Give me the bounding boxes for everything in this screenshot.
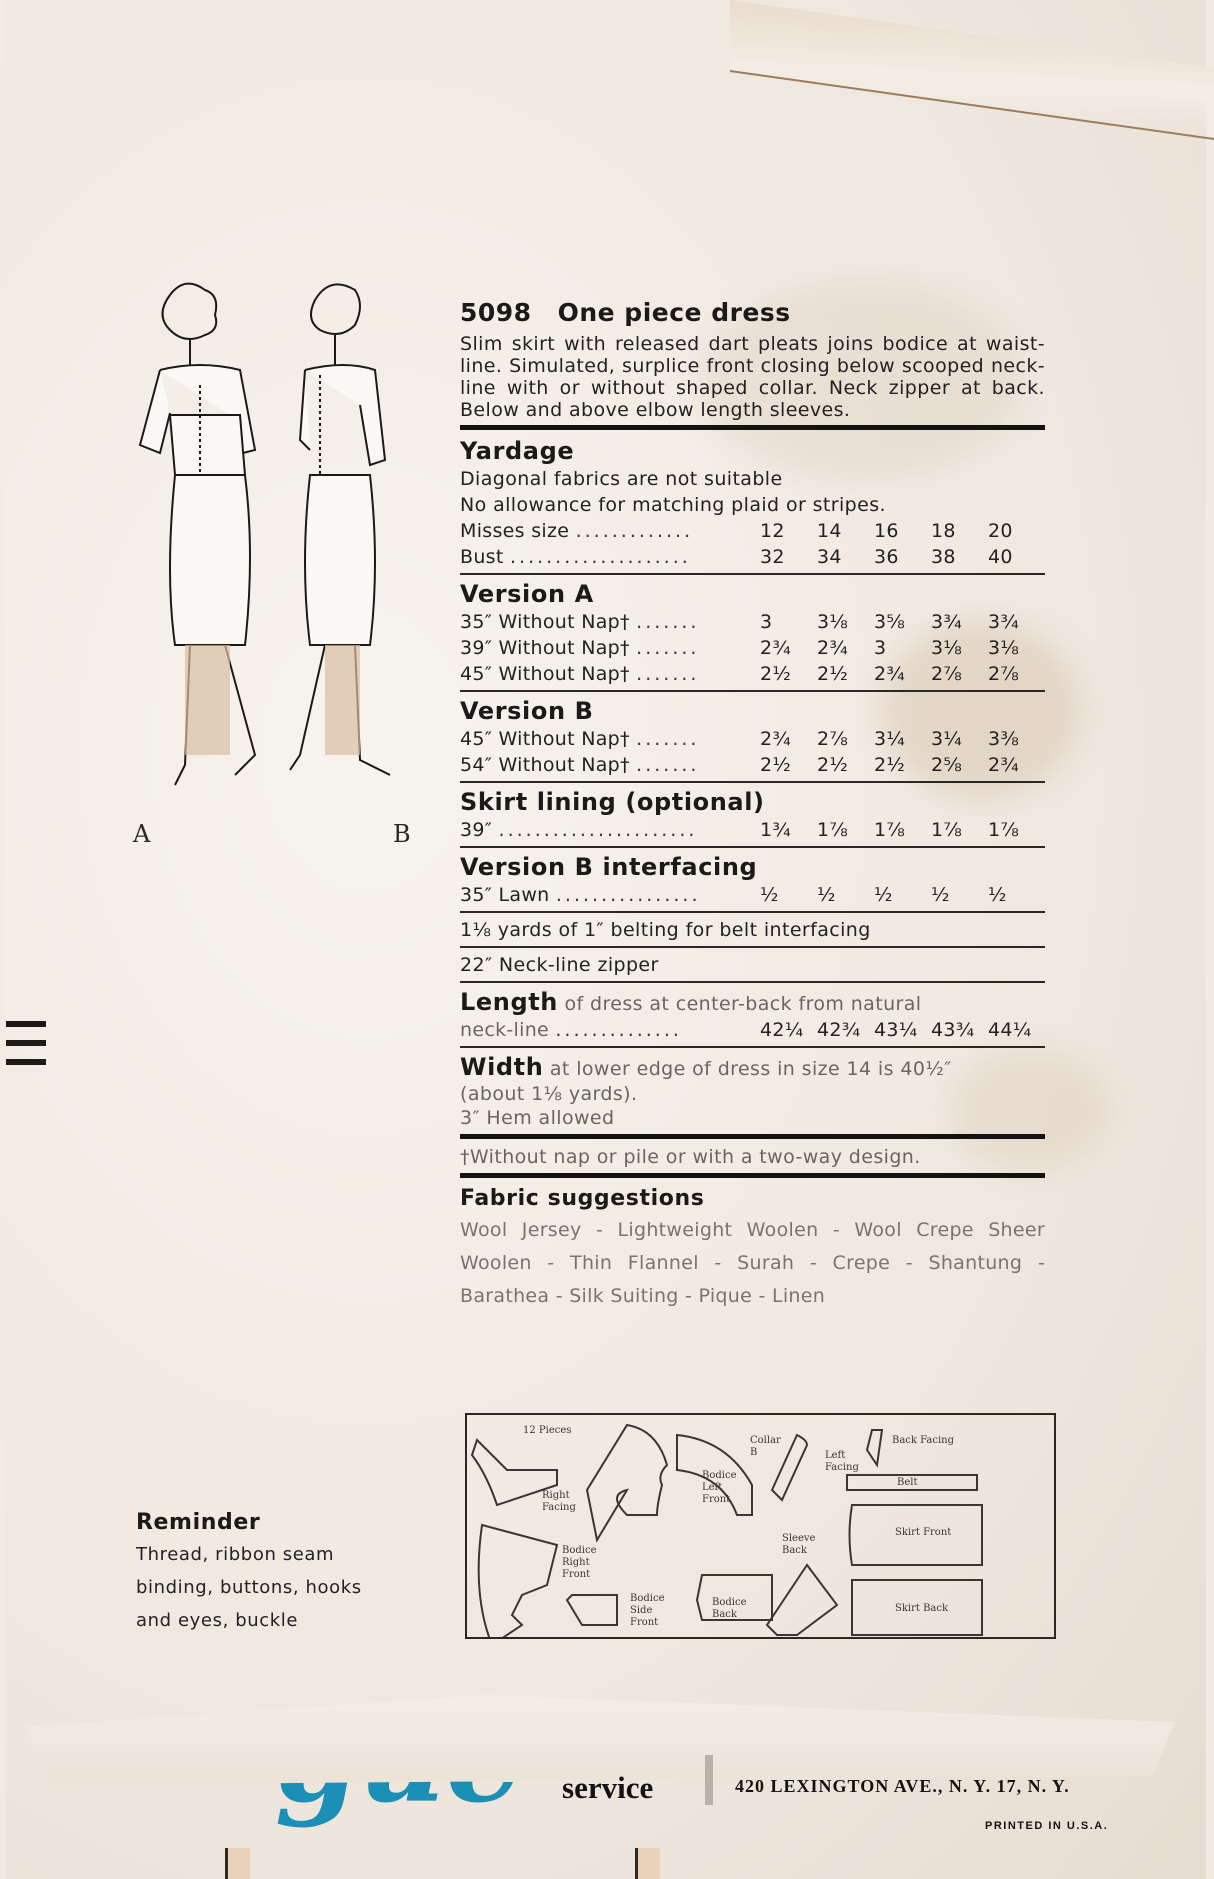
- yardage-note: Diagonal fabrics are not suitable: [460, 468, 783, 490]
- piece-label: Skirt Back: [895, 1603, 949, 1614]
- belting-note: 1⅛ yards of 1″ belting for belt interfacing: [460, 919, 871, 941]
- piece-label: Collar B: [750, 1435, 781, 1458]
- divider: [460, 690, 1045, 692]
- width-yards: (about 1⅛ yards).: [460, 1083, 638, 1105]
- piece-label: Sleeve Back: [782, 1533, 816, 1556]
- printed-in-label: PRINTED IN U.S.A.: [985, 1820, 1109, 1832]
- piece-label: Belt: [897, 1477, 918, 1488]
- piece-label: Back Facing: [892, 1435, 955, 1446]
- pattern-title: [460, 298, 1045, 327]
- version-b-row: 54″ Without Nap† ....... 2½ 2½ 2½ 2⅝ 2¾: [460, 754, 1020, 776]
- piece-label: Skirt Front: [895, 1527, 952, 1538]
- fabric-suggestions-heading: Fabric suggestions: [460, 1186, 705, 1211]
- piece-label: Right Facing: [542, 1490, 576, 1513]
- piece-label: Left Facing: [825, 1450, 859, 1473]
- version-a-heading: Version A: [460, 580, 594, 608]
- piece-label: Bodice Right Front: [562, 1545, 597, 1580]
- piece-label: Bodice Back: [712, 1597, 747, 1620]
- skirt-lining-row: 39″ ...................... 1¾ 1⅞ 1⅞ 1⅞ 1⅞: [460, 819, 1020, 841]
- divider-bar: [705, 1755, 713, 1805]
- pattern-info-column: [460, 298, 1045, 1313]
- yardage-note: No allowance for matching plaid or stripes.: [460, 494, 886, 516]
- divider: [460, 1134, 1045, 1139]
- envelope-tab: [635, 1848, 660, 1879]
- divider: [460, 981, 1045, 983]
- pieces-count-label: 12 Pieces: [523, 1425, 572, 1436]
- version-b-row: 45″ Without Nap† ....... 2¾ 2⅞ 3¼ 3¼ 3⅜: [460, 728, 1020, 750]
- dress-illustration: [130, 275, 420, 835]
- pattern-number: 5098: [460, 298, 532, 327]
- divider: [460, 1046, 1045, 1048]
- piece-label: Bodice Left Front: [702, 1470, 737, 1505]
- dress-figures-icon: [130, 275, 420, 835]
- width-info: Width at lower edge of dress in size 14 is 40½″: [460, 1053, 952, 1081]
- interfacing-row: 35″ Lawn ................ ½ ½ ½ ½ ½: [460, 884, 1007, 906]
- yardage-heading: Yardage: [460, 437, 575, 465]
- pattern-description: Slim skirt with released dart pleats joins bodice at waist-line. Simulated, surplice front closing below scooped neck-line with or without shaped collar. Neck zipper at back. Below and above elbow length sleeves.: [460, 333, 1045, 421]
- length-info: Length of dress at center-back from natural: [460, 988, 922, 1016]
- zipper-note: 22″ Neck-line zipper: [460, 954, 659, 976]
- view-label-a: A: [133, 820, 151, 848]
- divider: [460, 573, 1045, 575]
- interfacing-heading: Version B interfacing: [460, 853, 758, 881]
- view-label-b: B: [393, 820, 411, 848]
- service-label: service: [562, 1770, 654, 1805]
- hem-note: 3″ Hem allowed: [460, 1107, 615, 1129]
- size-row: Misses size ............. 12 14 16 18 20: [460, 520, 1013, 542]
- divider: [460, 911, 1045, 913]
- envelope-tab: [225, 1848, 250, 1879]
- version-b-heading: Version B: [460, 697, 594, 725]
- divider: [460, 425, 1045, 430]
- reminder-heading: Reminder: [136, 1510, 261, 1535]
- version-a-row: 39″ Without Nap† ....... 2¾ 2¾ 3 3⅛ 3⅛: [460, 637, 1020, 659]
- version-a-row: 35″ Without Nap† ....... 3 3⅛ 3⅝ 3¾ 3¾: [460, 611, 1020, 633]
- version-a-row: 45″ Without Nap† ....... 2½ 2½ 2¾ 2⅞ 2⅞: [460, 663, 1020, 685]
- divider: [460, 781, 1045, 783]
- skirt-lining-heading: Skirt lining (optional): [460, 788, 765, 816]
- pattern-pieces-diagram: [465, 1413, 1056, 1639]
- length-row: neck-line .............. 42¼ 42¾ 43¼ 43¾ 44¼: [460, 1019, 1032, 1041]
- reminder-section: [136, 1508, 396, 1637]
- fabric-suggestions-text: Wool Jersey - Lightweight Woolen - Wool Crepe Sheer Woolen - Thin Flannel - Surah - Crepe - Shantung - Barathea - Silk Suiting - Pique - Linen: [460, 1219, 1045, 1307]
- reminder-text: Thread, ribbon seam binding, buttons, hooks and eyes, buckle: [136, 1544, 362, 1631]
- piece-label: Bodice Side Front: [630, 1593, 665, 1628]
- pattern-name: One piece dress: [557, 298, 791, 327]
- divider: [460, 946, 1045, 948]
- divider: [460, 846, 1045, 848]
- bust-row: Bust .................... 32 34 36 38 40: [460, 546, 1013, 568]
- publisher-address: 420 LEXINGTON AVE., N. Y. 17, N. Y.: [735, 1776, 1070, 1796]
- divider: [460, 1173, 1045, 1178]
- nap-footnote: †Without nap or pile or with a two-way design.: [460, 1146, 921, 1168]
